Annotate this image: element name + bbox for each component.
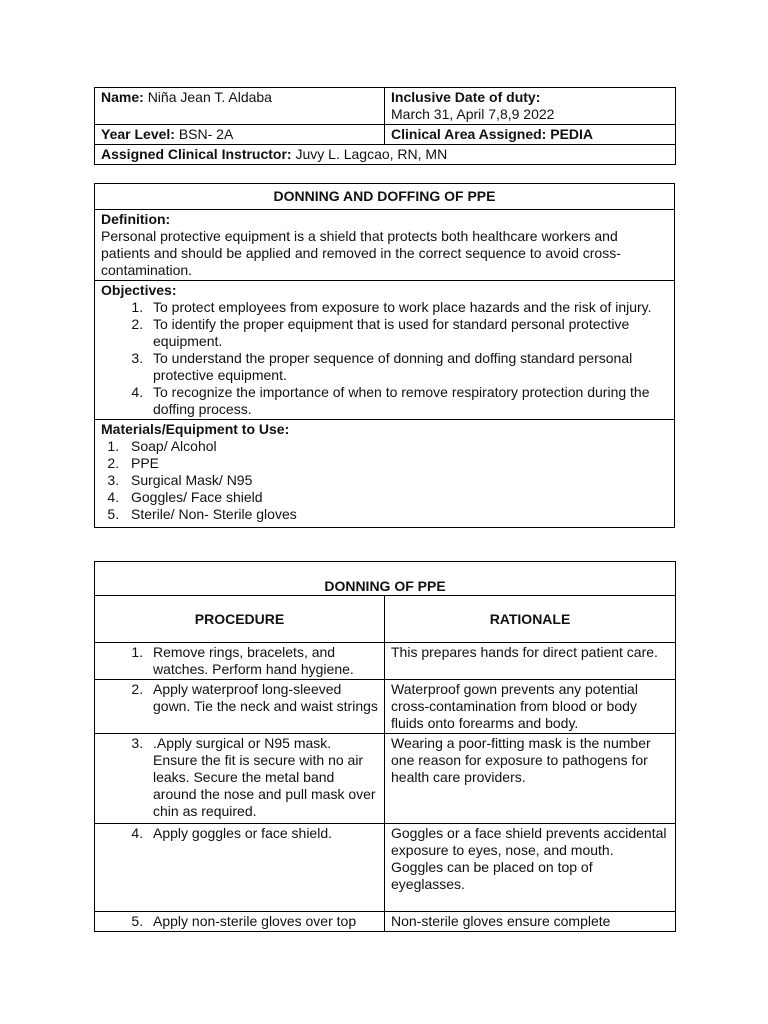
procedure-cell bbox=[95, 680, 385, 734]
instructor-label: Assigned Clinical Instructor: bbox=[101, 146, 292, 162]
material-item: 5. Sterile/ Non- Sterile gloves bbox=[123, 506, 668, 523]
procedure-header: PROCEDURE bbox=[95, 596, 385, 643]
objectives-cell bbox=[95, 281, 675, 420]
date-value: March 31, April 7,8,9 2022 bbox=[391, 106, 555, 122]
year-label: Year Level: bbox=[101, 126, 175, 142]
area-value: PEDIA bbox=[550, 126, 594, 142]
year-value: BSN- 2A bbox=[178, 126, 234, 142]
procedure-cell bbox=[95, 912, 385, 932]
material-item: 2. PPE bbox=[123, 455, 668, 472]
area-label: Clinical Area Assigned: bbox=[391, 126, 547, 142]
procedure-step: 4. Apply goggles or face shield. bbox=[147, 825, 378, 842]
procedure-cell bbox=[95, 734, 385, 824]
objective-item: 3. To understand the proper sequence of donning and doffing standard personal protective equipment. bbox=[147, 350, 668, 384]
procedure-cell bbox=[95, 643, 385, 680]
rationale-cell: Wearing a poor-fitting mask is the number one reason for exposure to pathogens for health care providers. bbox=[385, 734, 676, 824]
material-item: 3. Surgical Mask/ N95 bbox=[123, 472, 668, 489]
table-row bbox=[95, 824, 676, 912]
objective-item: 2. To identify the proper equipment that is used for standard personal protective equipment. bbox=[147, 316, 668, 350]
table-row bbox=[95, 734, 676, 824]
student-info-table bbox=[94, 87, 676, 165]
donning-title: DONNING OF PPE bbox=[95, 562, 676, 596]
procedure-step: 5. Apply non-sterile gloves over top bbox=[147, 913, 378, 930]
year-cell bbox=[95, 125, 385, 145]
instructor-value: Juvy L. Lagcao, RN, MN bbox=[295, 146, 448, 162]
name-row bbox=[95, 88, 676, 125]
objective-item: 1. To protect employees from exposure to work place hazards and the risk of injury. bbox=[147, 299, 668, 316]
instructor-cell bbox=[95, 145, 676, 165]
rationale-cell: This prepares hands for direct patient care. bbox=[385, 643, 676, 680]
rationale-cell: Waterproof gown prevents any potential cross-contamination from blood or body fluids onto forearms and body. bbox=[385, 680, 676, 734]
materials-list bbox=[101, 438, 668, 523]
procedure-step: 3. .Apply surgical or N95 mask. Ensure the fit is secure with no air leaks. Secure the metal band around the nose and pull mask over chin as required. bbox=[147, 735, 378, 820]
procedure-cell bbox=[95, 824, 385, 912]
rationale-cell: Non-sterile gloves ensure complete bbox=[385, 912, 676, 932]
materials-label: Materials/Equipment to Use: bbox=[101, 421, 290, 437]
name-value: Niña Jean T. Aldaba bbox=[147, 89, 272, 105]
table-row bbox=[95, 912, 676, 932]
material-item: 1. Soap/ Alcohol bbox=[123, 438, 668, 455]
instructor-row bbox=[95, 145, 676, 165]
material-item: 4. Goggles/ Face shield bbox=[123, 489, 668, 506]
date-cell bbox=[385, 88, 676, 125]
procedure-step: 2. Apply waterproof long-sleeved gown. Tie the neck and waist strings bbox=[147, 681, 378, 715]
ppe-overview-table bbox=[94, 183, 675, 528]
objectives-label: Objectives: bbox=[101, 282, 177, 298]
area-cell bbox=[385, 125, 676, 145]
definition-text: Personal protective equipment is a shield that protects both healthcare workers and patients and should be applied and removed in the correct sequence to avoid cross-contamination. bbox=[101, 228, 621, 278]
table-row bbox=[95, 680, 676, 734]
donning-header-row bbox=[95, 596, 676, 643]
year-row bbox=[95, 125, 676, 145]
procedure-step: 1. Remove rings, bracelets, and watches. Perform hand hygiene. bbox=[147, 644, 378, 678]
date-label: Inclusive Date of duty: bbox=[391, 89, 541, 105]
ppe-section-title: DONNING AND DOFFING OF PPE bbox=[95, 184, 675, 210]
definition-label: Definition: bbox=[101, 211, 171, 227]
name-cell bbox=[95, 88, 385, 125]
name-label: Name: bbox=[101, 89, 144, 105]
objectives-list bbox=[101, 299, 668, 418]
donning-table bbox=[94, 561, 676, 932]
materials-cell bbox=[95, 420, 675, 528]
rationale-cell: Goggles or a face shield prevents accidental exposure to eyes, nose, and mouth. Goggles can be placed on top of eyeglasses. bbox=[385, 824, 676, 912]
objective-item: 4. To recognize the importance of when to remove respiratory protection during the doffing process. bbox=[147, 384, 668, 418]
table-row bbox=[95, 643, 676, 680]
rationale-header: RATIONALE bbox=[385, 596, 676, 643]
definition-cell bbox=[95, 210, 675, 281]
